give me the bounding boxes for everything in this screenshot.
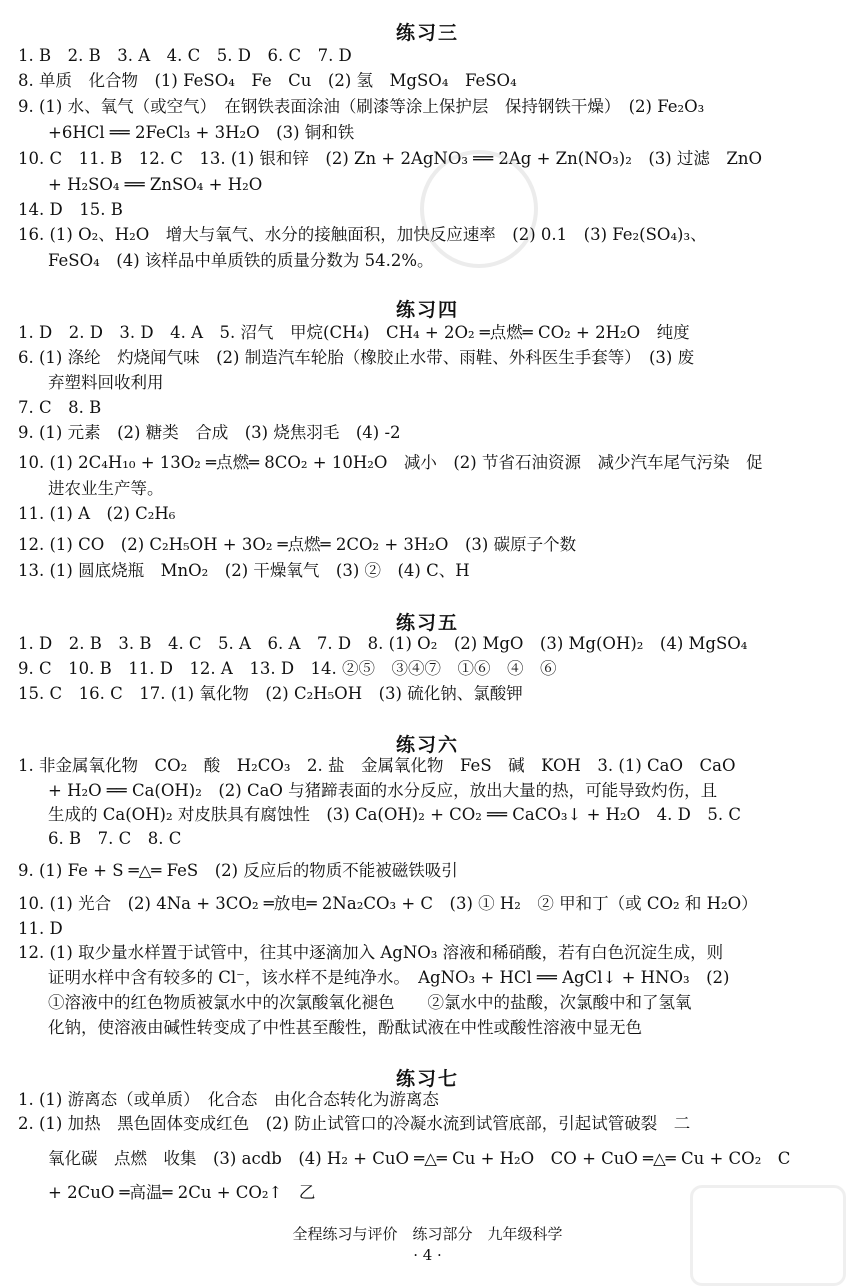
answer-line: 12. (1) CO (2) C₂H₅OH + 3O₂ ═点燃═ 2CO₂ + 3H₂O (3) 碳原子个数 (18, 535, 577, 554)
answer-line: 证明水样中含有较多的 Cl⁻，该水样不是纯净水。 AgNO₃ + HCl ══ AgCl↓ + HNO₃ (2) (48, 968, 730, 987)
answer-line: 1. D 2. D 3. D 4. A 5. 沼气 甲烷(CH₄) CH₄ + 2O₂ ═点燃═ CO₂ + 2H₂O 纯度 (18, 323, 690, 342)
answer-line: FeSO₄ (4) 该样品中单质铁的质量分数为 54.2%。 (48, 251, 434, 270)
answer-line: 9. (1) 水、氧气（或空气） 在钢铁表面涂油（刷漆等涂上保护层 保持钢铁干燥） (2) Fe₂O₃ (18, 97, 705, 116)
answer-line: 7. C 8. B (18, 398, 102, 417)
section-title-6: 练习六 (395, 734, 459, 756)
answer-line: 10. C 11. B 12. C 13. (1) 银和锌 (2) Zn + 2AgNO₃ ══ 2Ag + Zn(NO₃)₂ (3) 过滤 ZnO (18, 149, 763, 168)
answer-line: 9. (1) Fe + S ═△═ FeS (2) 反应后的物质不能被磁铁吸引 (18, 861, 458, 880)
page-footer: 全程练习与评价 练习部分 九年级科学 (292, 1225, 563, 1243)
answer-line: 11. (1) A (2) C₂H₆ (18, 504, 176, 523)
watermark-logo-icon (690, 1185, 846, 1286)
answer-line: 弃塑料回收利用 (48, 373, 164, 392)
answer-line: + 2CuO ═高温═ 2Cu + CO₂↑ 乙 (48, 1183, 316, 1202)
answer-line: 1. (1) 游离态（或单质） 化合态 由化合态转化为游离态 (18, 1090, 439, 1109)
answer-line: + H₂O ══ Ca(OH)₂ (2) CaO 与猪蹄表面的水分反应，放出大量的热，可能导致灼伤，且 (48, 781, 718, 800)
answer-line: 化钠，使溶液由碱性转变成了中性甚至酸性，酚酞试液在中性或酸性溶液中显无色 (48, 1018, 642, 1037)
answer-line: 8. 单质 化合物 (1) FeSO₄ Fe Cu (2) 氢 MgSO₄ FeSO₄ (18, 71, 517, 90)
section-title-3: 练习三 (395, 22, 459, 44)
answer-line: 生成的 Ca(OH)₂ 对皮肤具有腐蚀性 (3) Ca(OH)₂ + CO₂ ══ CaCO₃↓ + H₂O 4. D 5. C (48, 805, 742, 824)
answer-line: 氧化碳 点燃 收集 (3) acdb (4) H₂ + CuO ═△═ Cu + H₂O CO + CuO ═△═ Cu + CO₂ C (48, 1149, 791, 1168)
section-title-4: 练习四 (395, 299, 459, 321)
page-number: · 4 · (413, 1246, 442, 1264)
answer-line: 1. B 2. B 3. A 4. C 5. D 6. C 7. D (18, 46, 352, 65)
answer-line: 6. B 7. C 8. C (48, 829, 182, 848)
answer-line: ①溶液中的红色物质被氯水中的次氯酸氧化褪色 ②氯水中的盐酸，次氯酸中和了氢氧 (48, 993, 692, 1012)
answer-line: 1. D 2. B 3. B 4. C 5. A 6. A 7. D 8. (1) O₂ (2) MgO (3) Mg(OH)₂ (4) MgSO₄ (18, 634, 748, 653)
answer-line: 1. 非金属氧化物 CO₂ 酸 H₂CO₃ 2. 盐 金属氧化物 FeS 碱 KOH 3. (1) CaO CaO (18, 756, 736, 775)
answer-line: 11. D (18, 919, 63, 938)
answer-line: 进农业生产等。 (48, 479, 164, 498)
answer-line: 16. (1) O₂、H₂O 增大与氧气、水分的接触面积，加快反应速率 (2) 0.1 (3) Fe₂(SO₄)₃、 (18, 225, 707, 244)
answer-line: 10. (1) 2C₄H₁₀ + 13O₂ ═点燃═ 8CO₂ + 10H₂O 减小 (2) 节省石油资源 减少汽车尾气污染 促 (18, 453, 763, 472)
section-title-7: 练习七 (395, 1068, 459, 1090)
answer-line: 12. (1) 取少量水样置于试管中，往其中逐滴加入 AgNO₃ 溶液和稀硝酸，若有白色沉淀生成，则 (18, 943, 724, 962)
answer-line: 6. (1) 涤纶 灼烧闻气味 (2) 制造汽车轮胎（橡胶止水带、雨鞋、外科医生手套等） (3) 废 (18, 348, 695, 367)
answer-line: 9. (1) 元素 (2) 糖类 合成 (3) 烧焦羽毛 (4) -2 (18, 423, 401, 442)
answer-line: + H₂SO₄ ══ ZnSO₄ + H₂O (48, 175, 263, 194)
section-title-5: 练习五 (395, 612, 459, 634)
answer-line: 10. (1) 光合 (2) 4Na + 3CO₂ ═放电═ 2Na₂CO₃ + C (3) ① H₂ ② 甲和丁（或 CO₂ 和 H₂O） (18, 894, 758, 913)
answer-line: 9. C 10. B 11. D 12. A 13. D 14. ②⑤ ③④⑦ ①⑥ ④ ⑥ (18, 659, 557, 678)
answer-line: +6HCl ══ 2FeCl₃ + 3H₂O (3) 铜和铁 (48, 123, 355, 142)
answer-line: 15. C 16. C 17. (1) 氧化物 (2) C₂H₅OH (3) 硫化钠、氯酸钾 (18, 684, 523, 703)
answer-line: 14. D 15. B (18, 200, 123, 219)
answer-line: 2. (1) 加热 黑色固体变成红色 (2) 防止试管口的冷凝水流到试管底部，引起试管破裂 二 (18, 1114, 691, 1133)
answer-line: 13. (1) 圆底烧瓶 MnO₂ (2) 干燥氧气 (3) ② (4) C、H (18, 561, 470, 580)
watermark-stamp-icon (420, 150, 538, 268)
